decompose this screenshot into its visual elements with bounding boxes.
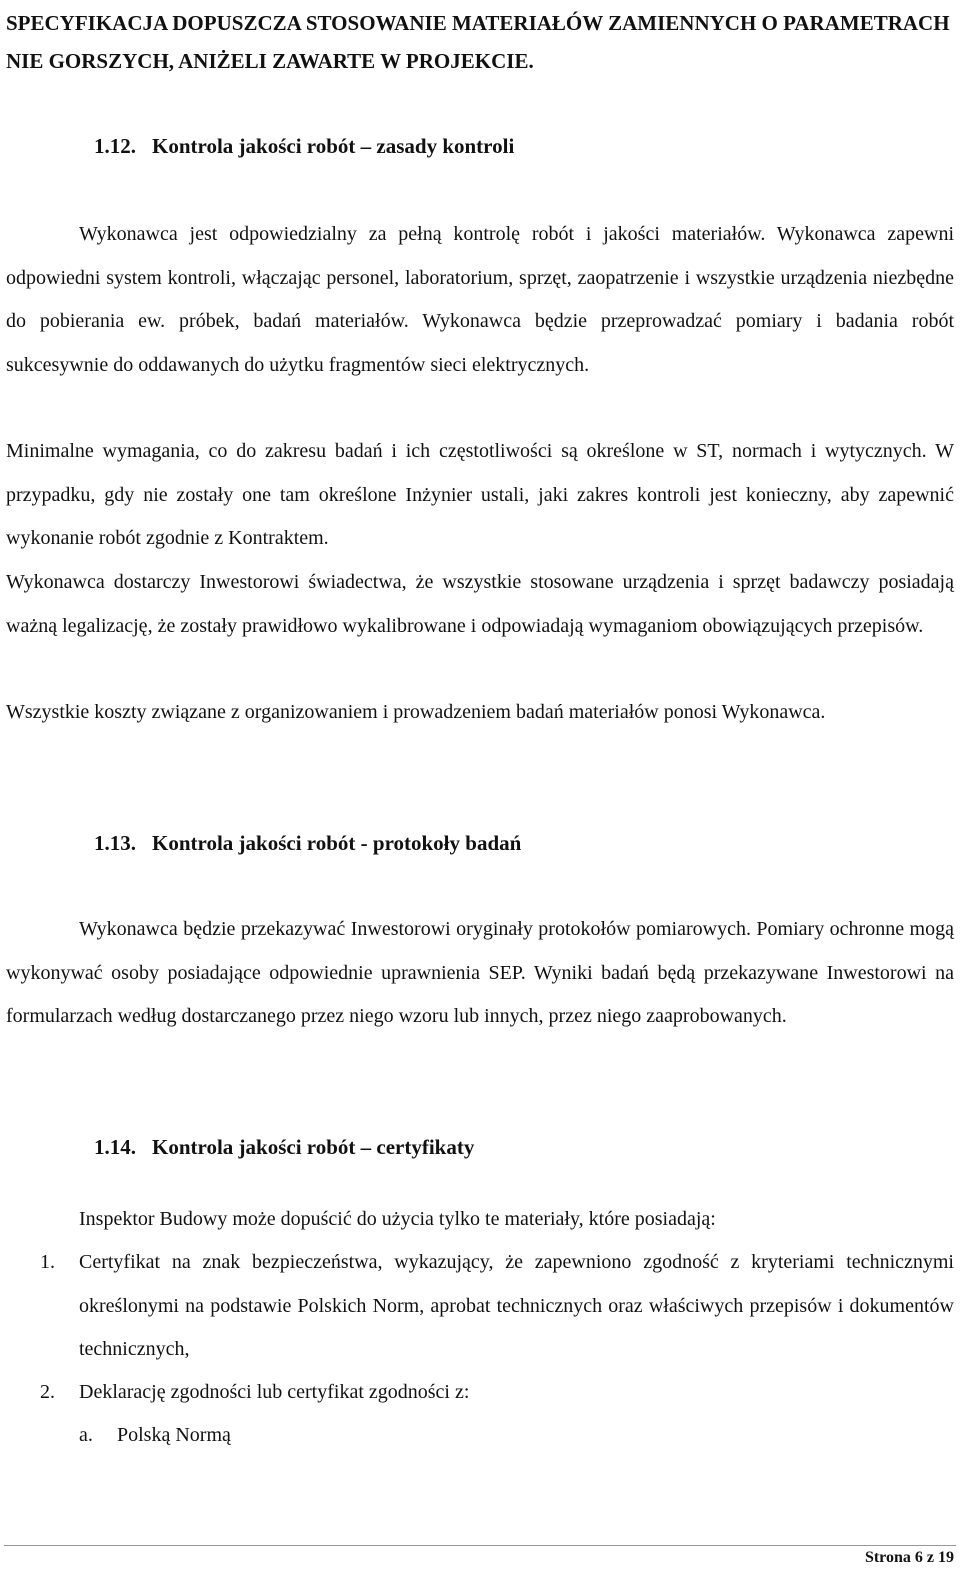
- section-title: Kontrola jakości robót - protokoły badań: [152, 831, 522, 855]
- sublist-marker: a.: [79, 1424, 93, 1446]
- footer-divider: [4, 1545, 956, 1546]
- paragraph: Wykonawca będzie przekazywać Inwestorowi oryginały protokołów pomiarowych. Pomiary ochronne mogą wykonywać osoby posiadające odpowiednie uprawnienia SEP. Wyniki badań będą przekazywane Inwestorowi na formularzach według dostarczanego przez niego wzoru lub innych, przez niego zaaprobowanych.: [6, 918, 954, 1028]
- section-number: 1.14.: [94, 1135, 136, 1159]
- list-marker: 1.: [40, 1251, 55, 1273]
- section-title: Kontrola jakości robót – certyfikaty: [152, 1135, 475, 1159]
- paragraph: Wykonawca jest odpowiedzialny za pełną kontrolę robót i jakości materiałów. Wykonawca zapewni odpowiedni system kontroli, włączając personel, laboratorium, sprzęt, zaopatrzenie i wszystkie urządzenia niezbędne do pobierania ew. próbek, badań materiałów. Wykonawca będzie przeprowadzać pomiary i badania robót sukcesywnie do oddawanych do użytku fragmentów sieci elektrycznych.: [6, 223, 954, 376]
- list-item: [6, 1241, 954, 1372]
- list-item-text: Certyfikat na znak bezpieczeństwa, wykazujący, że zapewniono zgodność z kryteriami technicznymi określonymi na podstawie Polskich Norm, aprobat technicznych oraz właściwych przepisów i dokumentów technicznych,: [79, 1251, 954, 1361]
- list-marker: 2.: [40, 1381, 55, 1403]
- section-number: 1.13.: [94, 831, 136, 855]
- sublist-item-text: Polską Normą: [117, 1424, 231, 1446]
- paragraph: Wszystkie koszty związane z organizowaniem i prowadzeniem badań materiałów ponosi Wykonawca.: [6, 701, 826, 723]
- section-heading-1-13: [94, 828, 521, 858]
- section-heading-1-12: [94, 131, 514, 161]
- page-number: Strona 6 z 19: [864, 1549, 954, 1566]
- paragraph: Minimalne wymagania, co do zakresu badań i ich częstotliwości są określone w ST, normach i wytycznych. W przypadku, gdy nie zostały one tam określone Inżynier ustali, jaki zakres kontroli jest konieczny, aby zapewnić wykonanie robót zgodnie z Kontraktem.: [6, 440, 954, 550]
- list-item-text: Deklarację zgodności lub certyfikat zgodności z:: [79, 1381, 470, 1403]
- paragraph-intro: Inspektor Budowy może dopuścić do użycia tylko te materiały, które posiadają:: [79, 1208, 716, 1230]
- header-title: SPECYFIKACJA DOPUSZCZA STOSOWANIE MATERIAŁÓW ZAMIENNYCH O PARAMETRACH NIE GORSZYCH, ANIŻELI ZAWARTE W PROJEKCIE.: [6, 11, 950, 73]
- list-item: [6, 1371, 954, 1415]
- section-heading-1-14: [94, 1132, 474, 1162]
- sublist-item: [79, 1414, 949, 1458]
- paragraph: Wykonawca dostarczy Inwestorowi świadectwa, że wszystkie stosowane urządzenia i sprzęt badawczy posiadają ważną legalizację, że zostały prawidłowo wykalibrowane i odpowiadają wymaganiom obowiązujących przepisów.: [6, 571, 954, 637]
- section-number: 1.12.: [94, 134, 136, 158]
- section-title: Kontrola jakości robót – zasady kontroli: [152, 134, 515, 158]
